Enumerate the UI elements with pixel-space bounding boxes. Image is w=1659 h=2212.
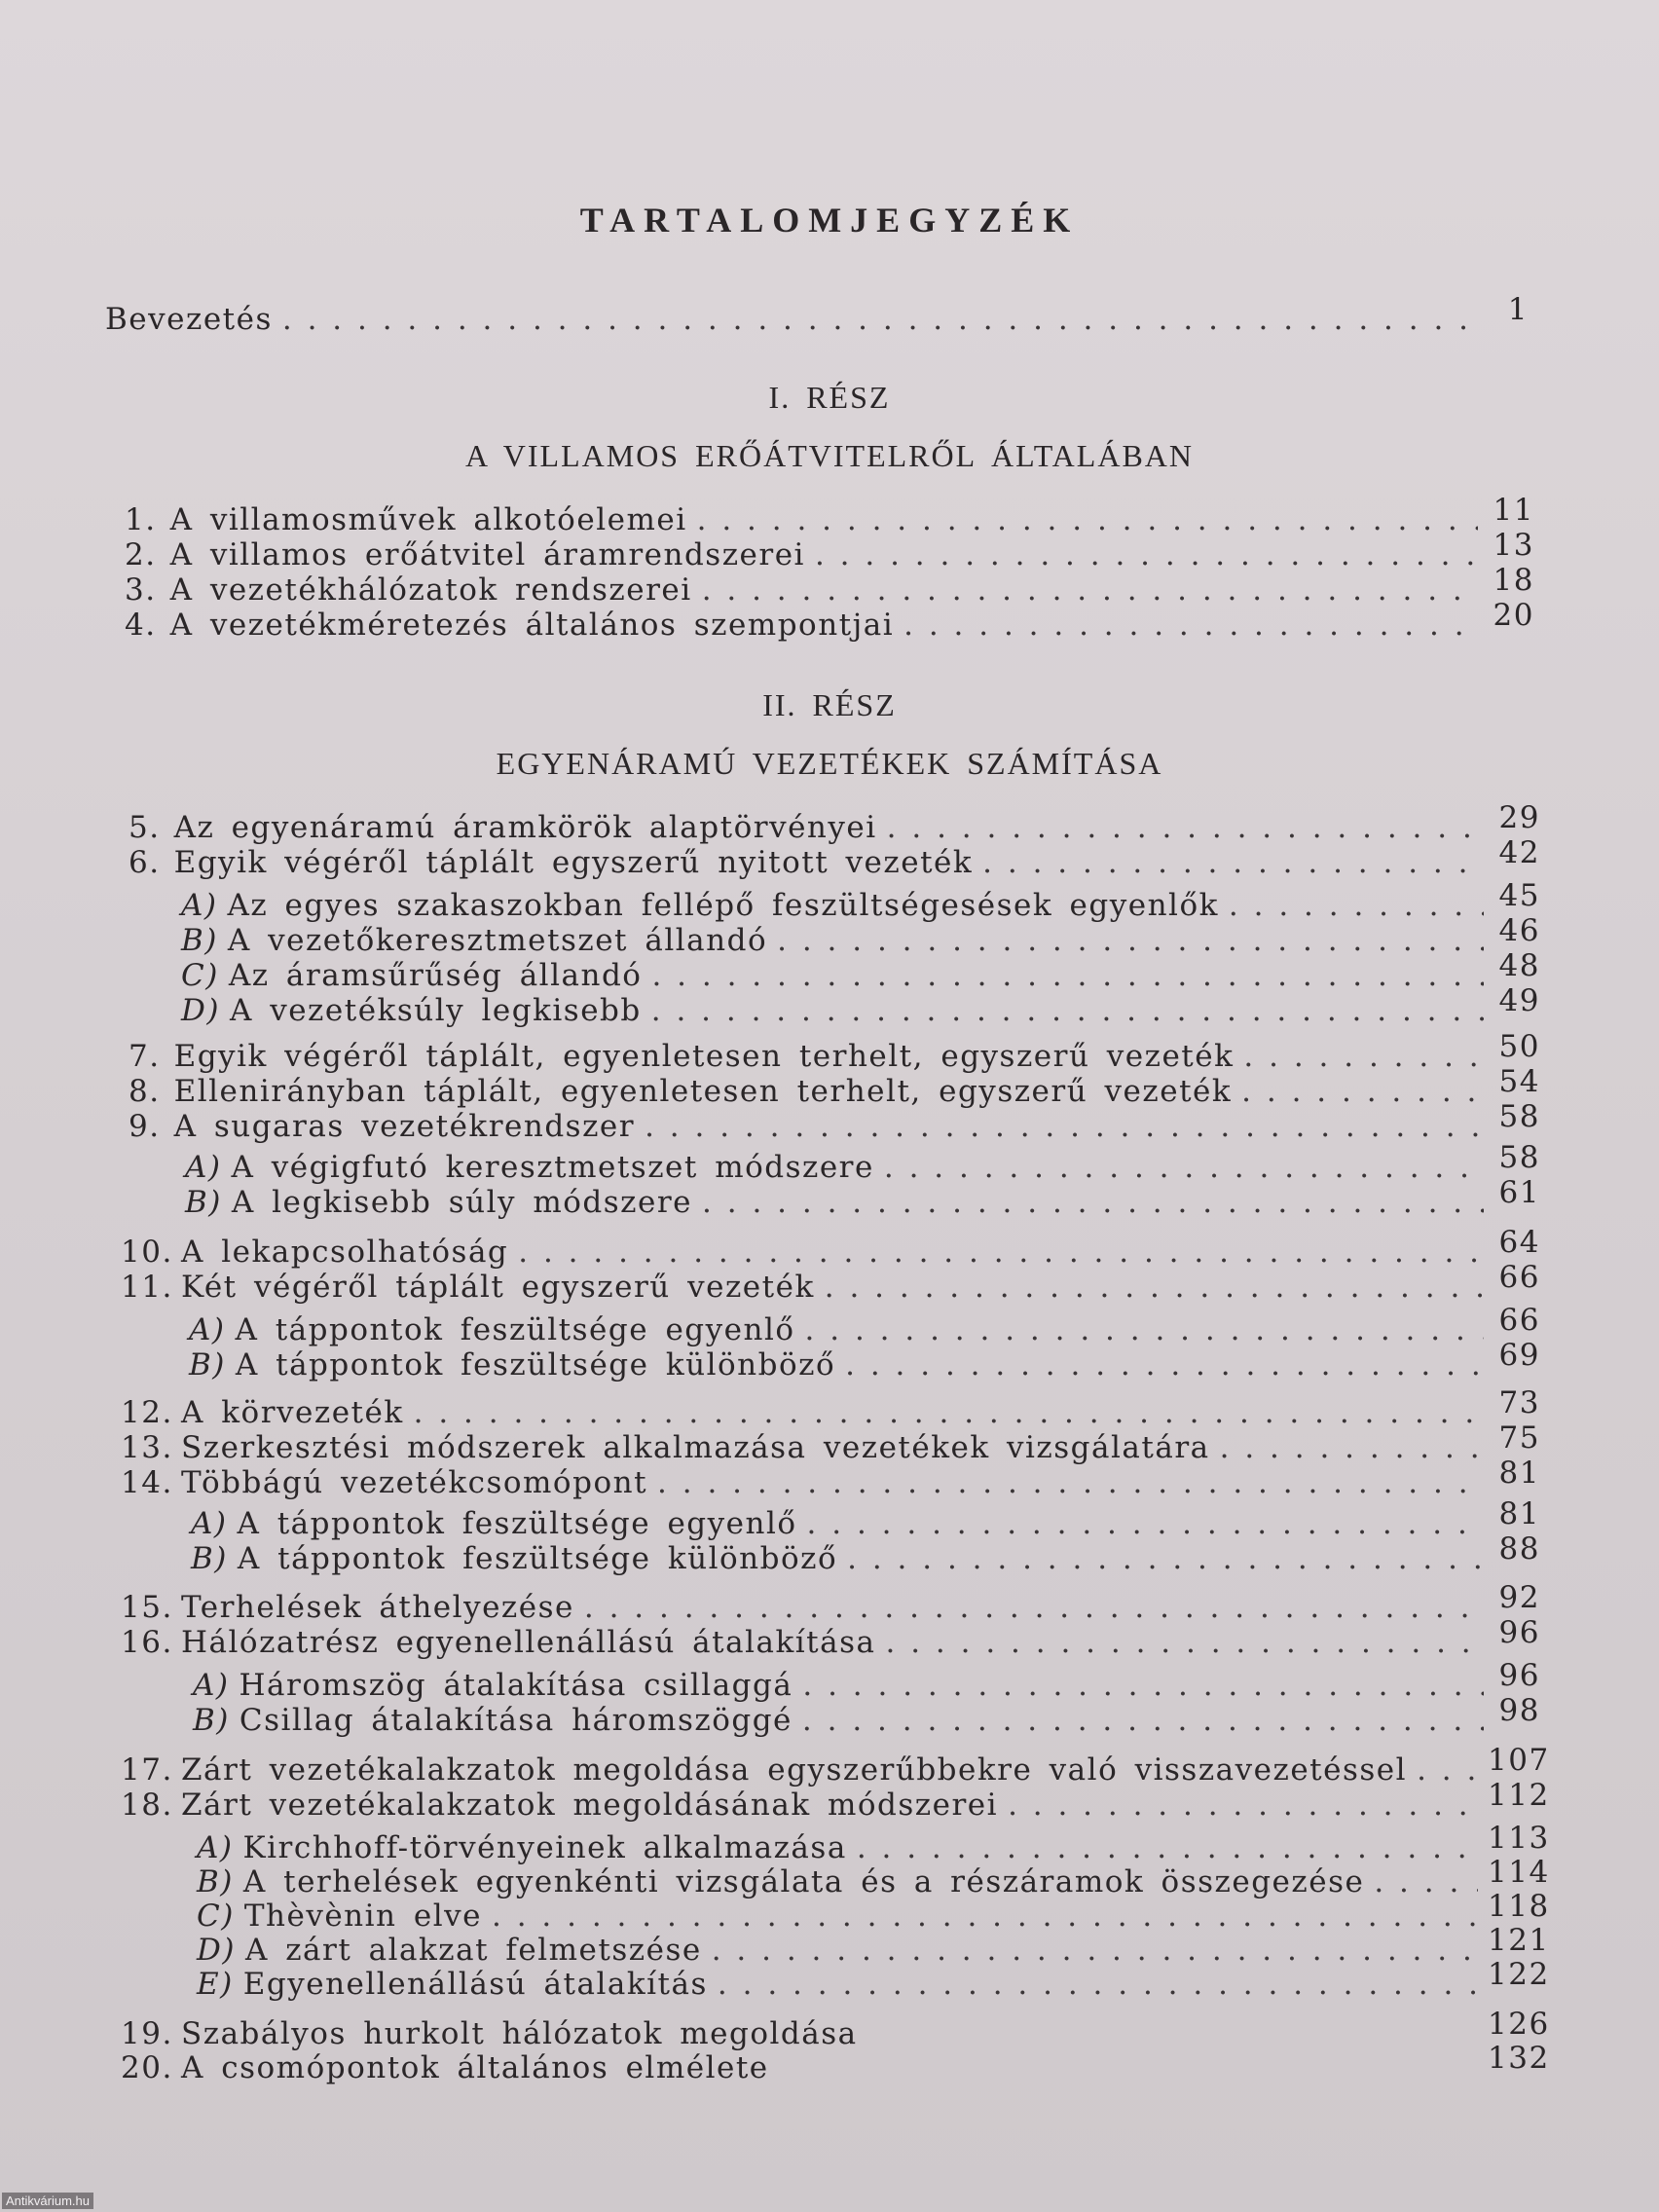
toc-subentry [181,983,1540,1028]
toc-subentry [185,1140,1540,1185]
toc-entry-number: 9. [129,1109,161,1144]
toc-entry-label: A táppontok feszültsége különböző [237,1541,838,1576]
site-watermark: Antikvárium.hu [2,2193,93,2209]
toc-entry-page: 96 [1498,1658,1540,1693]
toc-entry [121,1580,1540,1625]
toc-entry-number: 3. [125,572,157,608]
toc-entry [129,800,1540,845]
toc-entry-label: A vezetékhálózatok rendszerei [169,572,692,608]
dot-leader [282,302,1472,337]
dot-leader [777,923,1484,958]
toc-entry-page: 88 [1498,1531,1540,1567]
toc-entry-page: 73 [1498,1385,1540,1420]
dot-leader [718,1967,1478,2002]
toc-entry-number: 18. [121,1788,173,1823]
toc-entry-label: A táppontok feszültsége különböző [235,1347,836,1382]
toc-entry-label: Zárt vezetékalakzatok megoldása egyszerűbbekre való visszavezetéssel [181,1752,1408,1788]
toc-entry-letter: A) [185,1150,222,1185]
toc-entry-label: A körvezeték [181,1395,404,1430]
dot-leader [802,1703,1484,1738]
toc-entry-page: 113 [1488,1821,1550,1856]
dot-leader [857,1830,1478,1865]
part2-subheading: EGYENÁRAMÚ VEZETÉKEK SZÁMÍTÁSA [496,746,1163,781]
dot-leader [1417,1752,1478,1788]
toc-entry-label: Csillag átalakítása háromszöggé [239,1703,793,1738]
toc-entry-page: 48 [1498,948,1540,983]
toc-entry [121,1385,1540,1430]
toc-entry-label: Szerkesztési módszerek alkalmazása vezetékek vizsgálatára [181,1430,1210,1465]
toc-entry-number: 4. [125,608,157,643]
toc-entry [125,563,1534,608]
toc-entry-page: 66 [1498,1303,1540,1338]
toc-entry-label: A vezetőkeresztmetszet állandó [227,923,768,958]
toc-entry-label: A végigfutó keresztmetszet módszere [231,1150,874,1185]
toc-entry-number: 8. [129,1074,161,1109]
toc-entry-label: Egyenellenállású átalakítás [242,1967,708,2002]
toc-entry-number: 15. [121,1590,173,1625]
toc-entry-letter: D) [181,993,220,1028]
toc-entry-page: 50 [1498,1029,1540,1064]
toc-entry-label: A vezetéksúly legkisebb [229,993,642,1028]
dot-leader [702,1185,1484,1220]
toc-entry-label: Az áramsűrűség állandó [228,958,643,993]
dot-leader [414,1395,1484,1430]
toc-entry-label: A vezetékméretezés általános szempontjai [169,608,895,643]
toc-entry [129,835,1540,880]
toc-entry-label: A villamosművek alkotóelemei [169,502,687,537]
toc-entry-page: 107 [1488,1743,1550,1778]
dot-leader [807,1506,1484,1541]
toc-entry [121,1743,1550,1788]
toc-entry-letter: B) [191,1541,228,1576]
page-title: TARTALOMJEGYZÉK [579,201,1080,240]
toc-entry-page: 46 [1498,913,1540,948]
dot-leader [1243,1039,1484,1074]
toc-entry-number: 2. [125,537,157,572]
toc-subentry [197,1855,1550,1899]
toc-entry-page: 13 [1493,528,1534,563]
toc-entry-page: 114 [1488,1855,1550,1890]
toc-entry-page: 69 [1498,1338,1540,1373]
toc-entry-page: 118 [1488,1889,1550,1924]
toc-entry-label: Két végéről táplált egyszerű vezeték [181,1270,815,1305]
toc-entry-number: 17. [121,1752,173,1788]
toc-entry-page: 98 [1498,1693,1540,1728]
toc-entry-page: 81 [1498,1496,1540,1531]
toc-entry-page: 58 [1498,1099,1540,1134]
toc-entry-label: A csomópontok általános elmélete [181,2050,769,2085]
dot-leader [1229,888,1484,923]
toc-entry-page: 1 [1507,292,1529,327]
toc-entry-number: 1. [125,502,157,537]
toc-entry-label: Zárt vezetékalakzatok megoldásának módszerei [181,1788,999,1823]
toc-entry-label: Az egyenáramú áramkörök alaptörvényei [173,810,877,845]
toc-entry-label: Kirchhoff-törvényeinek alkalmazása [242,1830,847,1865]
toc-entry-letter: B) [197,1864,234,1899]
toc-entry-number: 10. [121,1235,173,1270]
dot-leader [845,1347,1484,1382]
toc-entry [121,2007,1550,2051]
toc-entry-label: Terhelések áthelyezése [181,1590,574,1625]
toc-subentry [197,1821,1550,1865]
toc-entry-label: A terhelések egyenkénti vizsgálata és a részáramok összegezése [242,1864,1365,1899]
toc-entry-page: 45 [1498,878,1540,913]
toc-subentry [193,1693,1540,1738]
toc-entry-number: 16. [121,1625,173,1660]
dot-leader [651,993,1484,1028]
toc-entry-page: 112 [1488,1778,1550,1813]
toc-entry [121,1456,1540,1500]
toc-subentry [189,1338,1540,1382]
dot-leader [697,502,1478,537]
dot-leader [1220,1430,1484,1465]
dot-leader [702,572,1478,608]
dot-leader [651,958,1484,993]
toc-entry-label: Hálózatrész egyenellenállású átalakítása [181,1625,876,1660]
toc-entry-letter: B) [181,923,218,958]
toc-entry-page: 58 [1498,1140,1540,1175]
toc-entry-number: 11. [121,1270,173,1305]
toc-entry-letter: C) [197,1899,235,1934]
toc-entry-label: Többágú vezetékcsomópont [181,1465,648,1500]
toc-entry-letter: B) [189,1347,226,1382]
toc-entry-page: 49 [1498,983,1540,1018]
toc-entry [121,1420,1540,1465]
toc-entry [129,1099,1540,1144]
toc-subentry [197,1957,1550,2002]
toc-entry-page: 96 [1498,1615,1540,1650]
toc-subentry [197,1923,1550,1968]
toc-entry-label: A táppontok feszültsége egyenlő [237,1506,797,1541]
toc-entry-label: A legkisebb súly módszere [231,1185,693,1220]
toc-entry-label: A villamos erőátvitel áramrendszerei [169,537,805,572]
toc-entry [129,1064,1540,1109]
dot-leader [884,1150,1484,1185]
toc-entry-letter: B) [185,1185,222,1220]
toc-entry-label: A zárt alakzat felmetszése [244,1933,702,1968]
toc-subentry [193,1658,1540,1703]
toc-entry [121,2041,1550,2085]
dot-leader [492,1899,1478,1934]
toc-entry-page: 121 [1488,1923,1550,1958]
toc-entry [121,1225,1540,1270]
dot-leader [887,810,1484,845]
dot-leader [712,1933,1478,1968]
toc-entry-label: A lekapcsolhatóság [181,1235,509,1270]
toc-entry-page: 29 [1498,800,1540,835]
dot-leader [825,1270,1484,1305]
toc-entry [121,1260,1540,1305]
toc-entry-letter: A) [181,888,218,923]
dot-leader [1241,1074,1484,1109]
toc-entry [121,1778,1550,1823]
dot-leader [1008,1788,1478,1823]
toc-entry-page: 92 [1498,1580,1540,1615]
dot-leader [645,1109,1484,1144]
toc-entry-page: 61 [1498,1175,1540,1210]
toc-entry-label: A sugaras vezetékrendszer [173,1109,636,1144]
toc-entry-page: 42 [1498,835,1540,870]
toc-entry-number: 20. [121,2050,173,2085]
toc-subentry [181,948,1540,993]
toc-entry-number: 7. [129,1039,161,1074]
toc-entry-label: Szabályos hurkolt hálózatok megoldása [181,2016,858,2051]
toc-subentry [191,1531,1540,1576]
toc-entry-letter: C) [181,958,219,993]
toc-entry-label: Egyik végéről táplált, egyenletesen terhelt, egyszerű vezeték [173,1039,1235,1074]
toc-entry-number: 19. [121,2016,173,2051]
toc-entry [121,1615,1540,1660]
toc-entry-number: 6. [129,845,161,880]
dot-leader [518,1235,1484,1270]
toc-entry-letter: A) [191,1506,228,1541]
toc-entry-label: A táppontok feszültsége egyenlő [235,1312,795,1347]
toc-entry-number: 13. [121,1430,173,1465]
toc-entry-page: 81 [1498,1456,1540,1491]
toc-entry-number: 14. [121,1465,173,1500]
dot-leader [982,845,1484,880]
toc-entry [129,1029,1540,1074]
dot-leader [584,1590,1484,1625]
toc-entry-label: Thèvènin elve [243,1899,482,1934]
toc-entry-label: Háromszög átalakítása csillaggá [239,1668,793,1703]
toc-entry-page: 122 [1488,1957,1550,1992]
toc-entry-letter: B) [193,1703,230,1738]
toc-subentry [197,1889,1550,1934]
toc-entry [125,528,1534,572]
toc-entry-page: 18 [1493,563,1534,598]
toc-entry-letter: E) [197,1967,234,2002]
part1-heading: I. RÉSZ [768,380,891,415]
dot-leader [1374,1864,1478,1899]
toc-entry-letter: A) [197,1830,234,1865]
toc-entry-page: 20 [1493,598,1534,633]
dot-leader [802,1668,1484,1703]
toc-entry-label: Egyik végéről táplált egyszerű nyitott vezeték [173,845,974,880]
toc-entry-page: 64 [1498,1225,1540,1260]
toc-subentry [181,878,1540,923]
dot-leader [847,1541,1484,1576]
dot-leader [815,537,1478,572]
toc-entry-page: 11 [1493,493,1534,528]
toc-entry-page: 126 [1488,2007,1550,2042]
toc-entry-number: 5. [129,810,161,845]
dot-leader [886,1625,1485,1660]
toc-entry-page: 132 [1488,2041,1550,2076]
toc-entry-letter: D) [197,1933,236,1968]
toc-subentry [181,913,1540,958]
toc-entry-letter: A) [193,1668,230,1703]
toc-entry-number: 12. [121,1395,173,1430]
toc-entry-page: 54 [1498,1064,1540,1099]
toc-entry-label: Az egyes szakaszokban fellépő feszültségesések egyenlők [227,888,1219,923]
toc-subentry [189,1303,1540,1347]
dot-leader [657,1465,1484,1500]
part1-subheading: A VILLAMOS ERŐÁTVITELRŐL ÁLTALÁBAN [465,438,1194,473]
toc-subentry [185,1175,1540,1220]
toc-entry-page: 75 [1498,1420,1540,1456]
toc-entry [125,493,1534,537]
toc-entry-label: Bevezetés [105,302,273,337]
dot-leader [805,1312,1484,1347]
toc-entry-letter: A) [189,1312,226,1347]
toc-entry-page: 66 [1498,1260,1540,1295]
dot-leader [903,608,1478,643]
toc-entry-intro [105,292,1529,337]
toc-entry [125,598,1534,643]
toc-entry-label: Ellenirányban táplált, egyenletesen terhelt, egyszerű vezeték [173,1074,1233,1109]
part2-heading: II. RÉSZ [762,687,897,722]
toc-subentry [191,1496,1540,1541]
